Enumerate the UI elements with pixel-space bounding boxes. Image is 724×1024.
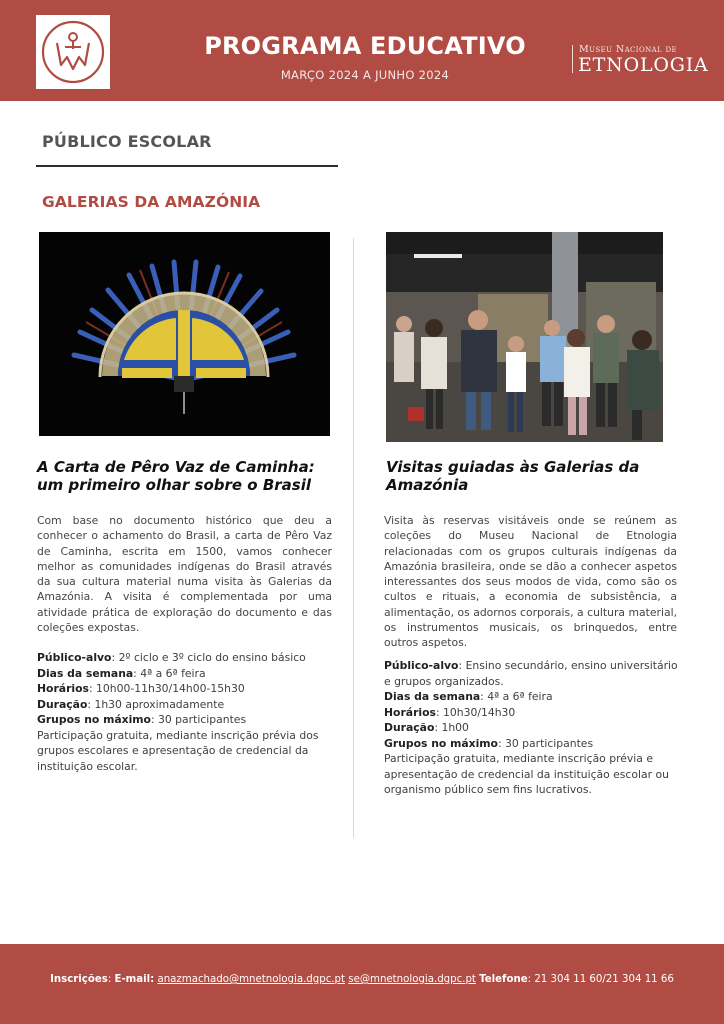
detail-sep: : — [87, 697, 95, 711]
card-left-title: A Carta de Pêro Vaz de Caminha: um primeiro olhar sobre o Brasil — [37, 458, 315, 494]
detail-row — [37, 681, 337, 697]
email-link-1[interactable]: anazmachado@mnetnologia.dgpc.pt — [157, 974, 346, 985]
card-left-description: Com base no documento histórico que deu a conhecer o achamento do Brasil, a carta de Pêro Vaz de Caminha, escrita em 1500, vamos conhecer melhor as comunidades indígenas do Brasil através da sua cultura material numa visita às Galerias da Amazónia. A visita é complementada por uma atividade prática de exploração do documento e das coleções expostas. — [37, 514, 332, 635]
headdress-photo — [39, 232, 330, 436]
detail-value: 1h00 — [441, 721, 469, 734]
section-rule — [36, 165, 338, 167]
detail-label: Público-alvo — [384, 659, 459, 672]
detail-value: 2º ciclo e 3º ciclo do ensino básico — [118, 651, 306, 664]
detail-label: Público-alvo — [37, 651, 112, 664]
header-banner — [0, 0, 724, 101]
detail-sep: : — [435, 705, 444, 719]
card-right-title: Visitas guiadas às Galerias da Amazónia — [386, 458, 640, 494]
email-link-2[interactable]: se@mnetnologia.dgpc.pt — [348, 974, 476, 985]
guided-visit-photo — [386, 232, 663, 442]
detail-value: 1h30 aproximadamente — [94, 697, 225, 711]
detail-sep: : — [458, 659, 466, 672]
detail-value: 10h00-11h30/14h00-15h30 — [96, 682, 245, 695]
inscricoes-label: Inscrições — [50, 974, 108, 985]
detail-sep: : — [497, 736, 506, 750]
detail-value: 4ª a 6ª feira — [140, 666, 206, 680]
detail-label: Grupos no máximo — [37, 713, 151, 726]
detail-sep: : — [480, 690, 488, 703]
detail-sep: : — [150, 713, 159, 726]
detail-label: Dias da semana — [384, 690, 481, 703]
detail-row — [384, 705, 684, 721]
card-right-details — [384, 658, 684, 798]
detail-label: Horários — [384, 705, 436, 719]
detail-value: 10h30/14h30 — [443, 705, 516, 719]
detail-value: Ensino secundário, ensino universitário e grupos organizados. — [384, 659, 678, 688]
detail-row — [37, 697, 337, 713]
email-label: E-mail: — [114, 974, 155, 985]
phone-label: Telefone — [479, 974, 528, 985]
detail-label: Grupos no máximo — [384, 736, 498, 750]
museum-divider — [572, 45, 573, 73]
detail-note: Participação gratuita, mediante inscrição prévia e apresentação de credencial da instituição escolar ou organismo público sem fins lucrativos. — [384, 752, 669, 796]
detail-row — [37, 712, 337, 728]
museum-figure-logo-icon — [36, 15, 110, 89]
detail-sep: : — [133, 666, 141, 680]
footer-banner — [0, 944, 724, 1024]
museum-name-top: Museu Nacional de — [579, 44, 678, 55]
detail-row — [384, 689, 684, 705]
feather-headdress-photo-icon — [39, 232, 330, 436]
detail-sep: : — [434, 721, 442, 734]
column-divider — [353, 238, 354, 838]
detail-label: Duração — [37, 697, 88, 711]
guided-visit-group-photo-icon — [386, 232, 663, 442]
detail-sep: : — [88, 682, 97, 695]
detail-sep: : — [111, 651, 119, 664]
card-left-details — [37, 650, 337, 774]
detail-label: Duração — [384, 721, 435, 734]
detail-value: 4ª a 6ª feira — [487, 690, 553, 703]
detail-row — [384, 658, 684, 689]
phone-numbers: 21 304 11 60/21 304 11 66 — [534, 974, 674, 985]
detail-value: 30 participantes — [158, 713, 247, 726]
detail-row — [384, 736, 684, 752]
museum-logo — [36, 15, 110, 89]
detail-row — [37, 666, 337, 682]
card-right-description: Visita às reservas visitáveis onde se reúnem as coleções do Museu Nacional de Etnologia relacionadas com os grupos culturais indígenas da Amazónia brasileira, onde se dão a conhecer aspetos interessantes dos seus modos de vida, como são os cultos e rituais, a economia de subsistência, a alimentação, os adornos corporais, a cultura material, os instrumentos musicais, os brinquedos, entre outros aspetos. — [384, 514, 677, 650]
detail-row — [384, 720, 684, 736]
detail-label: Horários — [37, 682, 89, 695]
detail-label: Dias da semana — [37, 666, 134, 680]
section-heading: PÚBLICO ESCOLAR — [42, 132, 212, 151]
detail-value: 30 participantes — [505, 736, 594, 750]
museum-name-bottom: ETNOLOGIA — [578, 54, 709, 76]
detail-note: Participação gratuita, mediante inscrição prévia dos grupos escolares e apresentação de credencial da instituição escolar. — [37, 728, 319, 773]
page-subtitle: MARÇO 2024 A JUNHO 2024 — [280, 68, 450, 82]
detail-row — [37, 650, 337, 666]
contact-line: Inscrições: E-mail: anazmachado@mnetnologia.dgpc.pt se@mnetnologia.dgpc.pt Telefone: 21 304 11 60/21 304 11 66 — [50, 974, 674, 985]
page-title: PROGRAMA EDUCATIVO — [204, 32, 526, 60]
gallery-heading: GALERIAS DA AMAZÓNIA — [42, 193, 261, 211]
